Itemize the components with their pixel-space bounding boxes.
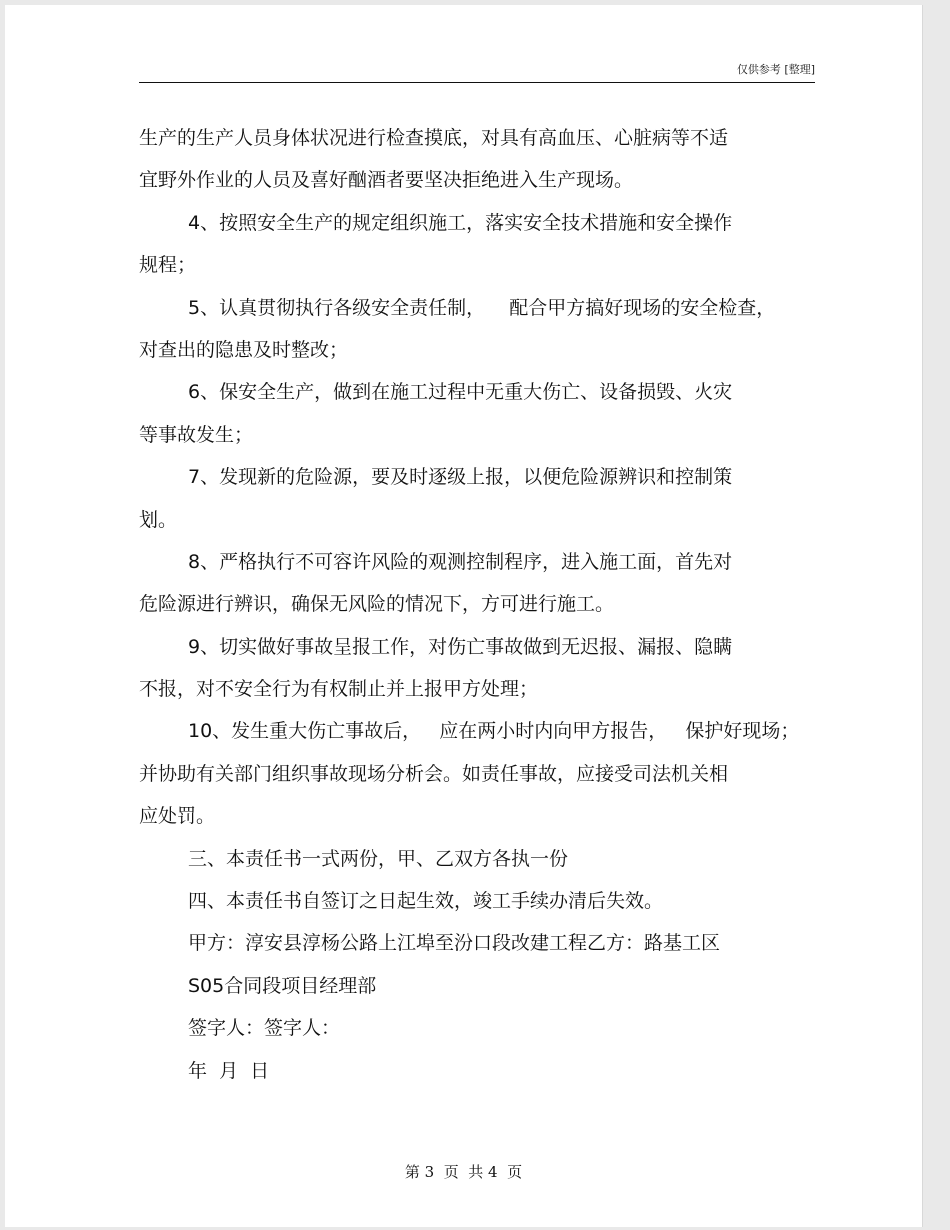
header-rule (139, 82, 815, 83)
text-line: 4、按照安全生产的规定组织施工，落实安全技术措施和安全操作 (188, 211, 733, 234)
text-line: 宜野外作业的人员及喜好酗酒者要坚决拒绝进入生产现场。 (139, 169, 634, 192)
text-line: 6、保安全生产，做到在施工过程中无重大伤亡、设备损毁、火灾 (188, 381, 733, 404)
text-line: 8、严格执行不可容许风险的观测控制程序，进入施工面，首先对 (188, 550, 733, 573)
document-page (5, 5, 923, 1227)
text-line: 年 月 日 (188, 1059, 270, 1082)
text-line: S05合同段项目经理部 (188, 974, 377, 997)
text-line: 等事故发生； (139, 423, 254, 446)
text-line: 四、本责任书自签订之日起生效，竣工手续办清后失效。 (188, 890, 664, 913)
text-line: 签字人：签字人： (188, 1017, 341, 1040)
page-footer: 第 3 页 共 4 页 (404, 1163, 523, 1181)
text-line: 划。 (139, 508, 178, 531)
body-text (139, 117, 819, 1092)
text-line: 10、发生重大伤亡事故后， 应在两小时内向甲方报告， 保护好现场； (188, 720, 800, 743)
text-line: 规程； (139, 254, 197, 277)
page-header: 仅供参考 [整理] (736, 63, 815, 76)
text-line: 5、认真贯彻执行各级安全责任制， 配合甲方搞好现场的安全检查， (188, 296, 776, 319)
text-line: 三、本责任书一式两份，甲、乙双方各执一份 (188, 847, 569, 870)
text-line: 生产的生产人员身体状况进行检查摸底，对具有高血压、心脏病等不适 (139, 127, 729, 149)
text-line: 甲方：淳安县淳杨公路上江埠至汾口段改建工程乙方：路基工区 (188, 932, 721, 955)
text-line: 对查出的隐患及时整改； (139, 338, 349, 361)
text-line: 并协助有关部门组织事故现场分析会。如责任事故，应接受司法机关相 (139, 762, 729, 785)
text-line: 应处罚。 (139, 805, 216, 828)
text-line: 7、发现新的危险源，要及时逐级上报，以便危险源辨识和控制策 (188, 466, 733, 489)
text-line: 9、切实做好事故呈报工作，对伤亡事故做到无迟报、漏报、隐瞒 (188, 635, 733, 658)
text-line: 不报，对不安全行为有权制止并上报甲方处理； (139, 678, 539, 701)
text-line: 危险源进行辨识，确保无风险的情况下，方可进行施工。 (139, 593, 615, 616)
